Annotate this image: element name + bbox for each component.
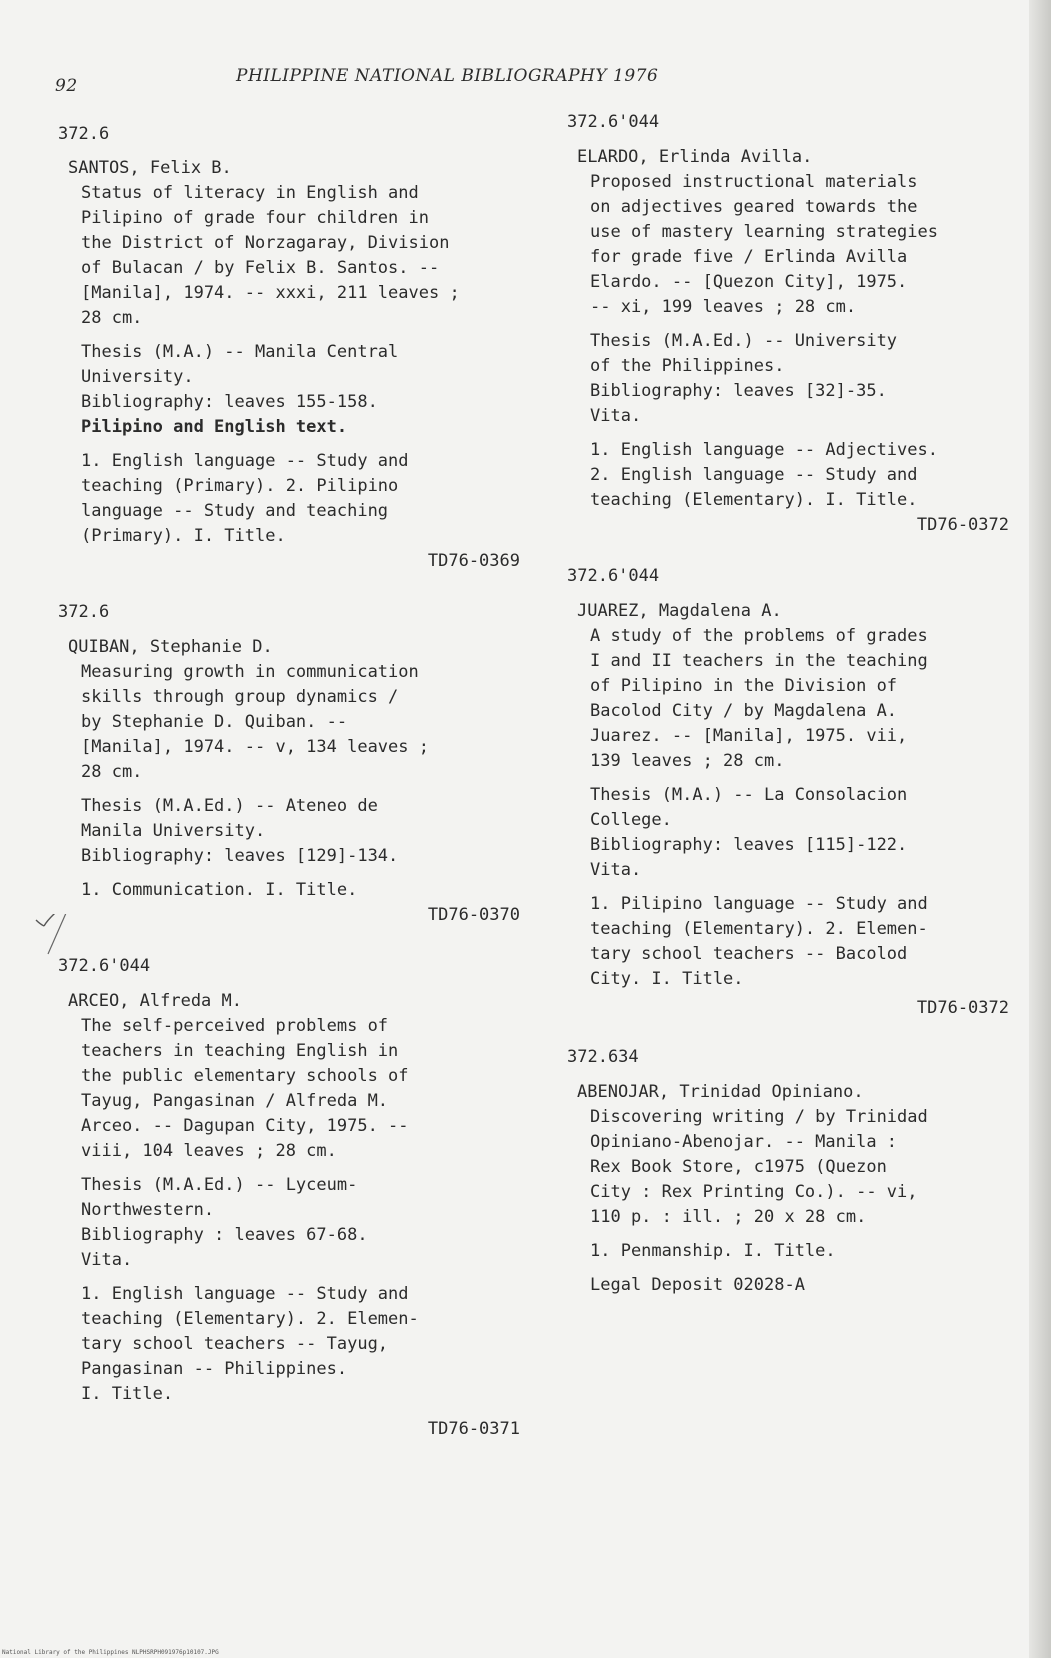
note-line: Thesis (M.A.Ed.) -- Lyceum- [81,1175,358,1195]
note-line: Thesis (M.A.Ed.) -- University [590,331,898,351]
description [58,660,528,785]
desc-line: Proposed instructional materials [590,172,918,192]
desc-line: 28 cm. [81,308,143,328]
subjects [567,892,1017,992]
page-edge-shadow [1029,0,1051,1658]
desc-line: the District of Norzagaray, Division [81,233,450,253]
subject-line: teaching (Elementary). I. Title. [590,490,918,510]
subject-line: I. Title. [81,1384,174,1404]
subject-line: 1. Penmanship. I. Title. [590,1241,836,1261]
subject-line: 1. English language -- Study and [81,451,409,471]
control-number: TD76-0370 [427,905,520,925]
class-number: 372.6 [58,124,110,144]
main-entry: JUAREZ, Magdalena A. [577,601,782,621]
note-line: Bibliography: leaves [115]-122. [590,835,908,855]
desc-line: Tayug, Pangasinan / Alfreda M. [81,1091,389,1111]
notes [567,783,1017,883]
description [58,1014,528,1164]
desc-line: [Manila], 1974. -- v, 134 leaves ; [81,737,429,757]
main-entry: SANTOS, Felix B. [68,158,232,178]
notes [58,794,528,869]
bibliographic-entry [58,122,528,574]
left-column [58,122,528,1442]
note-line: University. [81,367,194,387]
main-entry: ABENOJAR, Trinidad Opiniano. [577,1082,864,1102]
note-line: Pilipino and English text. [81,417,348,437]
desc-line: 28 cm. [81,762,143,782]
desc-line: viii, 104 leaves ; 28 cm. [81,1141,337,1161]
class-number: 372.6 [58,602,110,622]
control-number: TD76-0372 [916,998,1009,1018]
desc-line: of Pilipino in the Division of [590,676,898,696]
bibliographic-entry [58,954,528,1442]
class-number: 372.6'044 [567,112,660,132]
desc-line: I and II teachers in the teaching [590,651,928,671]
control-number: TD76-0371 [427,1419,520,1439]
desc-line: -- xi, 199 leaves ; 28 cm. [590,297,857,317]
note-line: Thesis (M.A.Ed.) -- Ateneo de [81,796,378,816]
desc-line: [Manila], 1974. -- xxxi, 211 leaves ; [81,283,460,303]
subject-line: 1. English language -- Adjectives. [590,440,938,460]
notes [567,329,1017,429]
main-entry: ARCEO, Alfreda M. [68,991,242,1011]
desc-line: Bacolod City / by Magdalena A. [590,701,898,721]
subjects [58,878,528,903]
main-entry: QUIBAN, Stephanie D. [68,637,273,657]
bibliographic-entry [567,110,1017,538]
desc-line: 139 leaves ; 28 cm. [590,751,785,771]
bibliographic-entry [567,564,1017,1021]
notes [58,340,528,440]
note-line: Thesis (M.A.) -- La Consolacion [590,785,908,805]
right-column [567,110,1017,1298]
subject-line: teaching (Elementary). 2. Elemen- [590,919,928,939]
class-number: 372.6'044 [58,956,151,976]
desc-line: on adjectives geared towards the [590,197,918,217]
subject-line: tary school teachers -- Bacolod [590,944,908,964]
desc-line: for grade five / Erlinda Avilla [590,247,908,267]
note-line: Vita. [590,860,642,880]
description [58,181,528,331]
running-title: PHILIPPINE NATIONAL BIBLIOGRAPHY 1976 [236,66,659,86]
desc-line: Arceo. -- Dagupan City, 1975. -- [81,1116,409,1136]
subject-line: 2. English language -- Study and [590,465,918,485]
desc-line: Opiniano-Abenojar. -- Manila : [590,1132,898,1152]
subject-line: Pangasinan -- Philippines. [81,1359,348,1379]
note-line: Vita. [81,1250,133,1270]
subject-line: 1. Communication. I. Title. [81,880,358,900]
subjects [567,438,1017,513]
main-entry: ELARDO, Erlinda Avilla. [577,147,813,167]
note-line: Vita. [590,406,642,426]
subjects [58,449,528,549]
desc-line: Juarez. -- [Manila], 1975. vii, [590,726,908,746]
note-line: Bibliography : leaves 67-68. [81,1225,368,1245]
desc-line: teachers in teaching English in [81,1041,399,1061]
subject-line: teaching (Elementary). 2. Elemen- [81,1309,419,1329]
desc-line: of Bulacan / by Felix B. Santos. -- [81,258,440,278]
desc-line: Rex Book Store, c1975 (Quezon [590,1157,887,1177]
control-number: TD76-0369 [427,551,520,571]
desc-line: the public elementary schools of [81,1066,409,1086]
desc-line: City : Rex Printing Co.). -- vi, [590,1182,918,1202]
note-line: Thesis (M.A.) -- Manila Central [81,342,399,362]
desc-line: use of mastery learning strategies [590,222,938,242]
description [567,1105,1017,1230]
note-line: College. [590,810,672,830]
subjects [567,1239,1017,1264]
desc-line: 110 p. : ill. ; 20 x 28 cm. [590,1207,867,1227]
subject-line: tary school teachers -- Tayug, [81,1334,389,1354]
desc-line: skills through group dynamics / [81,687,399,707]
subject-line: teaching (Primary). 2. Pilipino [81,476,399,496]
class-number: 372.634 [567,1047,639,1067]
subject-line: City. I. Title. [590,969,744,989]
desc-line: The self-perceived problems of [81,1016,389,1036]
note-line: Bibliography: leaves [32]-35. [590,381,887,401]
notes [58,1173,528,1273]
note-line: Northwestern. [81,1200,215,1220]
note-line: Bibliography: leaves 155-158. [81,392,378,412]
page-number: 92 [55,76,78,96]
scan-footer: National Library of the Philippines NLPHSRPH091976p10107.JPG [2,1649,219,1656]
desc-line: Discovering writing / by Trinidad [590,1107,928,1127]
desc-line: Elardo. -- [Quezon City], 1975. [590,272,908,292]
desc-line: Measuring growth in communication [81,662,419,682]
subject-line: language -- Study and teaching [81,501,389,521]
legal-deposit: Legal Deposit 02028-A [590,1275,805,1295]
description [567,624,1017,774]
subjects [58,1282,528,1407]
desc-line: Pilipino of grade four children in [81,208,429,228]
desc-line: A study of the problems of grades [590,626,928,646]
subject-line: 1. English language -- Study and [81,1284,409,1304]
note-line: Manila University. [81,821,266,841]
bibliographic-entry [58,600,528,928]
pencil-check-mark-icon [34,914,94,958]
note-line: of the Philippines. [590,356,785,376]
class-number: 372.6'044 [567,566,660,586]
subject-line: (Primary). I. Title. [81,526,286,546]
control-number: TD76-0372 [916,515,1009,535]
subject-line: 1. Pilipino language -- Study and [590,894,928,914]
description [567,170,1017,320]
note-line: Bibliography: leaves [129]-134. [81,846,399,866]
bibliographic-entry [567,1045,1017,1298]
desc-line: by Stephanie D. Quiban. -- [81,712,348,732]
desc-line: Status of literacy in English and [81,183,419,203]
